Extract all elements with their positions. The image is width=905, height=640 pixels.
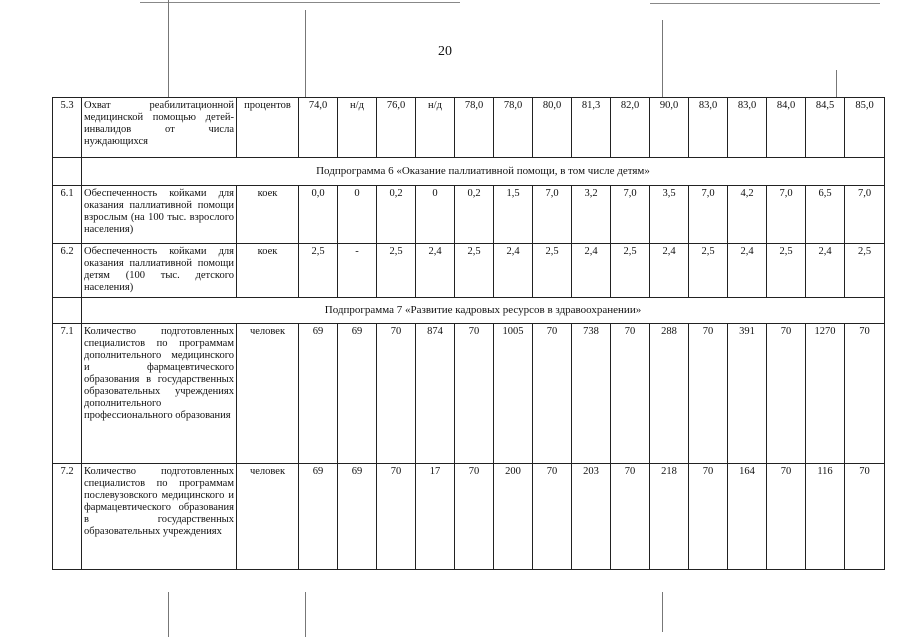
indicator-value: 17 <box>416 464 455 570</box>
indicator-value: 0 <box>416 186 455 244</box>
indicator-value: 69 <box>338 464 377 570</box>
indicators-table <box>52 97 885 570</box>
subprogram-title: Подпрограмма 7 «Развитие кадровых ресурсов в здравоохранении» <box>82 298 885 324</box>
indicator-value: 203 <box>572 464 611 570</box>
indicator-value: 78,0 <box>455 98 494 158</box>
subprogram-number-cell <box>53 298 82 324</box>
indicator-value: 70 <box>377 324 416 464</box>
unit-of-measure: процентов <box>237 98 299 158</box>
indicator-value: 1,5 <box>494 186 533 244</box>
table-row <box>53 464 885 570</box>
table-row <box>53 324 885 464</box>
row-number: 6.1 <box>53 186 82 244</box>
indicator-value: 2,4 <box>728 244 767 298</box>
indicator-value: 200 <box>494 464 533 570</box>
indicator-value: 70 <box>611 464 650 570</box>
indicator-value: 69 <box>299 464 338 570</box>
indicator-value: 3,5 <box>650 186 689 244</box>
indicator-value: 70 <box>455 324 494 464</box>
indicator-value: 70 <box>533 464 572 570</box>
indicator-value: 70 <box>455 464 494 570</box>
indicator-value: 82,0 <box>611 98 650 158</box>
indicator-value: 85,0 <box>845 98 885 158</box>
indicator-value: 78,0 <box>494 98 533 158</box>
indicator-value: 4,2 <box>728 186 767 244</box>
indicator-value: 2,4 <box>806 244 845 298</box>
row-number: 7.1 <box>53 324 82 464</box>
indicator-value: 7,0 <box>533 186 572 244</box>
indicator-value: 70 <box>767 464 806 570</box>
indicator-value: 2,5 <box>689 244 728 298</box>
row-number: 5.3 <box>53 98 82 158</box>
indicator-value: 288 <box>650 324 689 464</box>
indicator-value: 90,0 <box>650 98 689 158</box>
indicator-value: 2,4 <box>572 244 611 298</box>
indicator-value: 1270 <box>806 324 845 464</box>
page-number: 20 <box>438 44 452 59</box>
indicator-value: 70 <box>611 324 650 464</box>
table-row <box>53 244 885 298</box>
indicator-value: 6,5 <box>806 186 845 244</box>
subprogram-number-cell <box>53 158 82 186</box>
indicator-value: 70 <box>377 464 416 570</box>
indicator-value: 2,4 <box>416 244 455 298</box>
scan-artifact-line <box>836 70 837 97</box>
indicator-value: 70 <box>845 324 885 464</box>
unit-of-measure: коек <box>237 244 299 298</box>
indicator-value: 70 <box>767 324 806 464</box>
indicator-value: 164 <box>728 464 767 570</box>
indicator-value: 391 <box>728 324 767 464</box>
indicator-value: 70 <box>533 324 572 464</box>
indicator-value: 0,2 <box>377 186 416 244</box>
indicator-name: Количество подготовленных специалистов по программам дополнительного медицинского и фармацевтического образования в государственных образовательных учреждениях дополнительного профессионального образования <box>82 324 237 464</box>
indicator-value: 69 <box>338 324 377 464</box>
indicator-value: 2,5 <box>767 244 806 298</box>
indicator-value: 0 <box>338 186 377 244</box>
indicator-value: 2,5 <box>299 244 338 298</box>
indicator-value: 70 <box>689 464 728 570</box>
indicator-value: - <box>338 244 377 298</box>
table-row <box>53 98 885 158</box>
scan-artifact-line <box>305 592 306 637</box>
scan-artifact-line <box>168 0 169 97</box>
indicator-value: 2,4 <box>650 244 689 298</box>
indicator-value: 7,0 <box>845 186 885 244</box>
subprogram-title: Подпрограмма 6 «Оказание паллиативной помощи, в том числе детям» <box>82 158 885 186</box>
indicator-value: 76,0 <box>377 98 416 158</box>
indicator-value: 7,0 <box>767 186 806 244</box>
indicator-name: Количество подготовленных специалистов по программам послевузовского медицинского и фармацевтического образования в государственных образовательных учреждениях <box>82 464 237 570</box>
indicator-value: 738 <box>572 324 611 464</box>
indicator-name: Обеспеченность койками для оказания паллиативной помощи детям (100 тыс. детского населения) <box>82 244 237 298</box>
scan-artifact-line <box>168 592 169 637</box>
unit-of-measure: человек <box>237 324 299 464</box>
subprogram-row <box>53 158 885 186</box>
indicator-value: 70 <box>845 464 885 570</box>
indicator-value: 218 <box>650 464 689 570</box>
indicator-value: 0,0 <box>299 186 338 244</box>
indicator-value: 2,4 <box>494 244 533 298</box>
indicator-value: 80,0 <box>533 98 572 158</box>
scan-edge-line <box>140 2 460 3</box>
row-number: 7.2 <box>53 464 82 570</box>
indicator-value: 2,5 <box>611 244 650 298</box>
scan-artifact-line <box>662 592 663 632</box>
indicator-value: 0,2 <box>455 186 494 244</box>
indicator-value: 74,0 <box>299 98 338 158</box>
indicator-value: 2,5 <box>533 244 572 298</box>
indicator-value: 1005 <box>494 324 533 464</box>
indicator-value: 3,2 <box>572 186 611 244</box>
scan-artifact-line <box>662 20 663 97</box>
unit-of-measure: человек <box>237 464 299 570</box>
indicator-value: 2,5 <box>845 244 885 298</box>
indicator-name: Охват реабилитационной медицинской помощью детей-инвалидов от числа нуждающихся <box>82 98 237 158</box>
indicator-name: Обеспеченность койками для оказания паллиативной помощи взрослым (на 100 тыс. взрослого населения) <box>82 186 237 244</box>
indicator-value: 84,5 <box>806 98 845 158</box>
indicator-value: 116 <box>806 464 845 570</box>
table-row <box>53 186 885 244</box>
scan-artifact-line <box>305 10 306 97</box>
indicator-value: 874 <box>416 324 455 464</box>
indicator-value: 83,0 <box>689 98 728 158</box>
row-number: 6.2 <box>53 244 82 298</box>
indicator-value: 2,5 <box>455 244 494 298</box>
indicator-value: н/д <box>338 98 377 158</box>
indicator-value: 83,0 <box>728 98 767 158</box>
indicator-value: 2,5 <box>377 244 416 298</box>
scan-edge-line <box>650 3 880 4</box>
indicator-value: 7,0 <box>689 186 728 244</box>
indicator-value: 7,0 <box>611 186 650 244</box>
indicator-value: 84,0 <box>767 98 806 158</box>
subprogram-row <box>53 298 885 324</box>
indicator-value: 81,3 <box>572 98 611 158</box>
unit-of-measure: коек <box>237 186 299 244</box>
indicator-value: н/д <box>416 98 455 158</box>
indicator-value: 70 <box>689 324 728 464</box>
indicator-value: 69 <box>299 324 338 464</box>
